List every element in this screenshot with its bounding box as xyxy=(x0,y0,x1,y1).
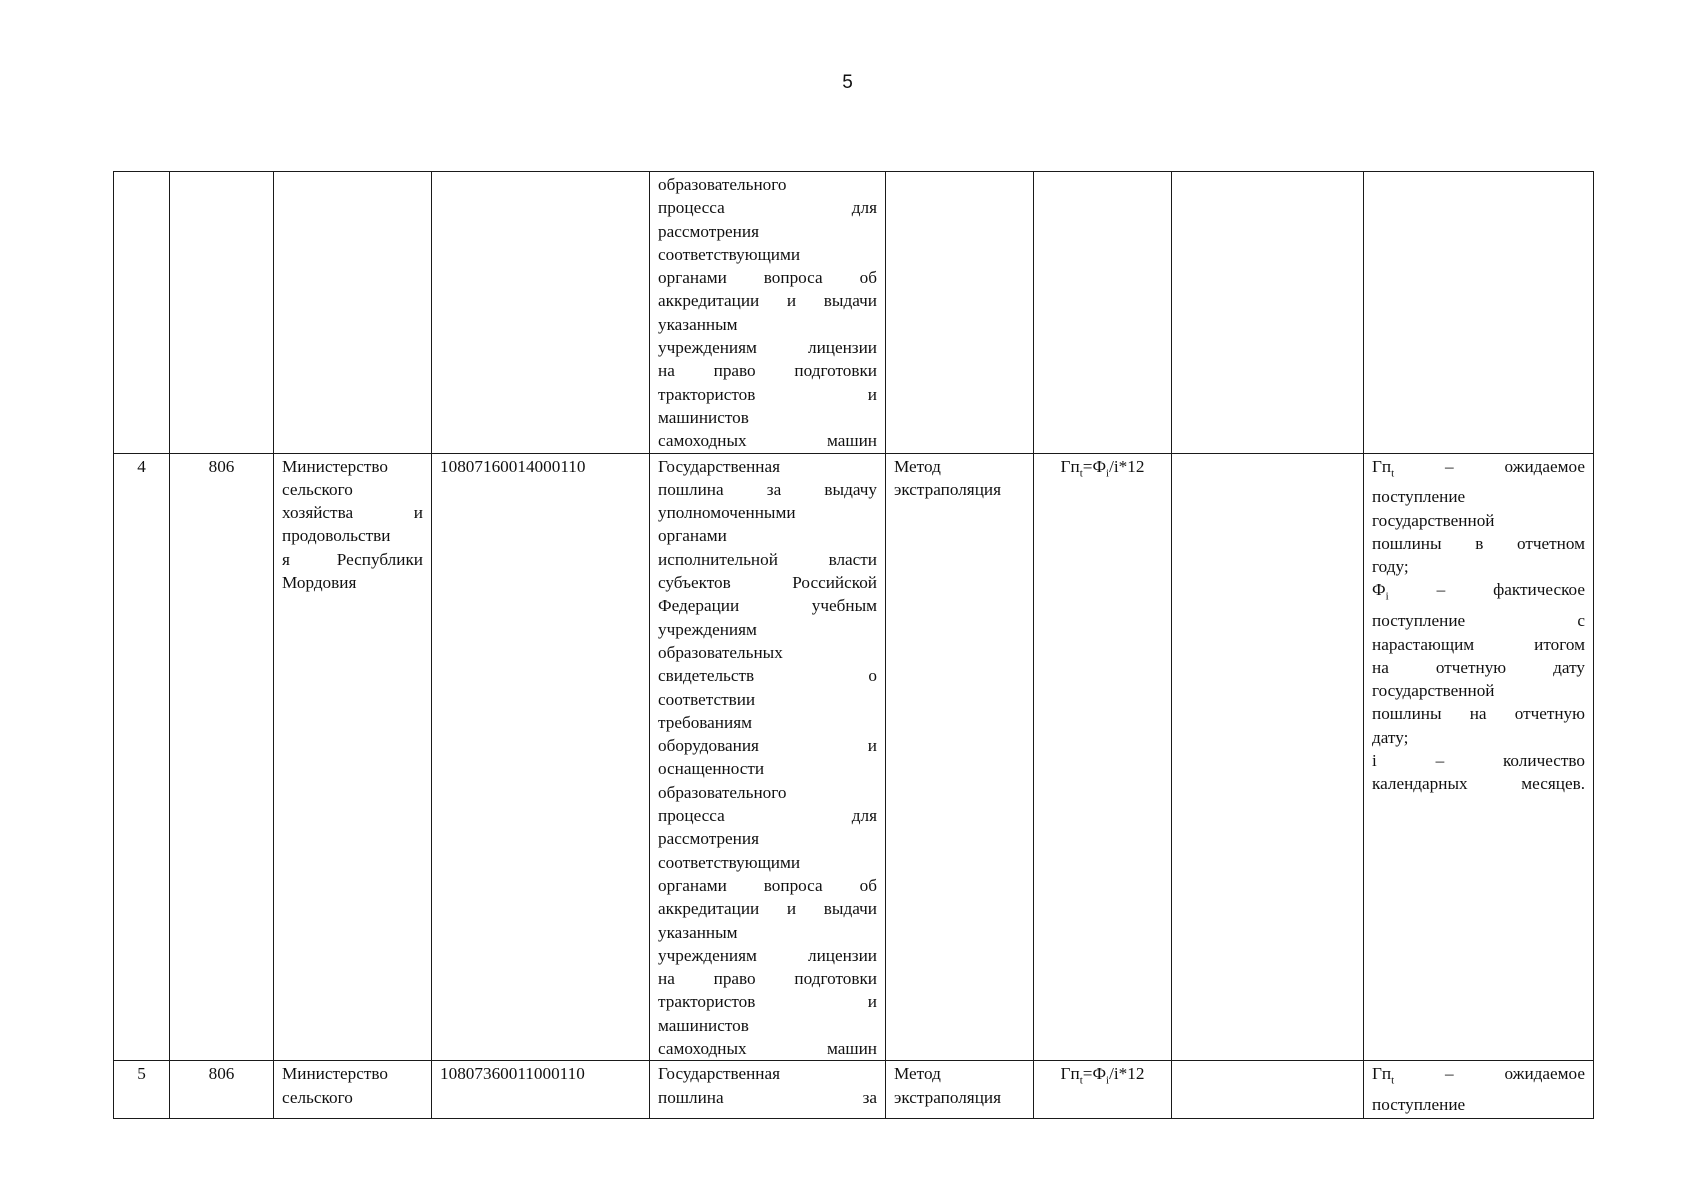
cell-revenue-name-line: пошлина за xyxy=(658,1087,877,1107)
cell-administrator-line: я Республики xyxy=(282,549,423,569)
formula-text: $Гп_t=Ф_i/i*12$ xyxy=(1060,456,1145,479)
cell-admin-code: 806 xyxy=(170,1061,274,1119)
cell-revenue-name-line: учреждениям лицензии xyxy=(658,945,877,965)
cell-revenue-name-line: учреждениям лицензии xyxy=(658,338,877,358)
cell-revenue-name-line: свидетельств о xyxy=(658,666,877,686)
table-row xyxy=(114,172,1594,454)
page-number: 5 xyxy=(842,72,853,93)
cell-revenue-name-line: трактористов и xyxy=(658,992,877,1012)
revenue-forecast-table xyxy=(113,171,1594,1119)
cell-kbk: 10807360011000110 xyxy=(432,1061,650,1119)
cell-description-line: на отчетную дату xyxy=(1372,657,1585,677)
cell-administrator-line: сельского xyxy=(282,1087,353,1107)
cell-description-line: пошлины на отчетную xyxy=(1372,704,1585,724)
cell-revenue-name-line: рассмотрения xyxy=(658,221,759,241)
cell-revenue-name-line: образовательных xyxy=(658,642,783,662)
cell-revenue-name-line: оборудования и xyxy=(658,736,877,756)
cell-description-line: дату; xyxy=(1372,727,1409,747)
cell-revenue-name-line: оснащенности xyxy=(658,759,765,779)
cell-administrator-line: Министерство xyxy=(282,456,388,476)
cell-revenue-name-line: требованиям xyxy=(658,712,752,732)
cell-formula xyxy=(1034,453,1172,1061)
cell-admin-code xyxy=(170,172,274,454)
cell-description-line: поступление xyxy=(1372,487,1466,507)
cell-description xyxy=(1364,172,1594,454)
cell-revenue-name-line: соответствующими xyxy=(658,852,801,872)
formula-text: $Гп_t=Ф_i/i*12$ xyxy=(1060,1064,1145,1087)
cell-description-line: $Гп_t$ – ожидаемое xyxy=(1372,456,1585,479)
cell-revenue-name-line: машинистов xyxy=(658,1015,749,1035)
cell-revenue-name-line: процесса для xyxy=(658,198,877,218)
cell-description-line: поступление с xyxy=(1372,611,1585,631)
cell-administrator-line: хозяйства и xyxy=(282,503,423,523)
cell-method xyxy=(886,1061,1034,1119)
cell-administrator xyxy=(274,172,432,454)
cell-revenue-name-line: процесса для xyxy=(658,806,877,826)
table-row xyxy=(114,1061,1594,1119)
cell-kbk xyxy=(432,172,650,454)
cell-revenue-name-line: органами вопроса об xyxy=(658,875,877,895)
cell-description-line: i – количество xyxy=(1372,751,1585,770)
cell-description xyxy=(1364,1061,1594,1119)
cell-revenue-name-line: указанным xyxy=(658,314,738,334)
cell-revenue-name-line: машинистов xyxy=(658,407,749,427)
cell-revenue-name-line: соответствии xyxy=(658,689,756,709)
cell-administrator-line: продовольстви xyxy=(282,526,391,546)
cell-description-line: государственной xyxy=(1372,681,1495,701)
table-row xyxy=(114,453,1594,1061)
table-body xyxy=(114,172,1594,1119)
cell-description-line: $Ф_i$ – фактическое xyxy=(1372,580,1585,603)
cell-method-line: Метод xyxy=(894,456,941,476)
cell-revenue-name-line: указанным xyxy=(658,922,738,942)
cell-algorithm xyxy=(1172,172,1364,454)
cell-description xyxy=(1364,453,1594,1061)
cell-revenue-name-line: самоходных машин xyxy=(658,431,877,451)
cell-algorithm xyxy=(1172,453,1364,1061)
cell-formula xyxy=(1034,172,1172,454)
cell-description-line: нарастающим итогом xyxy=(1372,634,1585,654)
cell-revenue-name-line: трактористов и xyxy=(658,384,877,404)
cell-revenue-name-line: Федерации учебным xyxy=(658,596,877,616)
cell-administrator-line: Мордовия xyxy=(282,573,357,593)
cell-administrator-line: Министерство xyxy=(282,1064,388,1084)
cell-description-line: пошлины в отчетном xyxy=(1372,533,1585,553)
cell-revenue-name-line: Государственная xyxy=(658,1064,781,1084)
cell-description-line: году; xyxy=(1372,557,1409,577)
cell-method-line: Метод xyxy=(894,1064,941,1084)
cell-revenue-name xyxy=(650,453,886,1061)
cell-revenue-name-line: субъектов Российской xyxy=(658,573,877,593)
cell-administrator xyxy=(274,453,432,1061)
cell-revenue-name-line: учреждениям xyxy=(658,619,757,639)
cell-revenue-name-line: рассмотрения xyxy=(658,829,759,849)
cell-revenue-name-line: органами вопроса об xyxy=(658,268,877,288)
cell-description-line: государственной xyxy=(1372,510,1495,530)
cell-revenue-name-line: аккредитации и выдачи xyxy=(658,291,877,311)
cell-number xyxy=(114,172,170,454)
cell-method-line: экстраполяция xyxy=(894,479,1001,499)
cell-revenue-name-line: на право подготовки xyxy=(658,361,877,381)
cell-administrator-line: сельского xyxy=(282,479,353,499)
cell-revenue-name xyxy=(650,172,886,454)
cell-revenue-name-line: аккредитации и выдачи xyxy=(658,899,877,919)
cell-method xyxy=(886,453,1034,1061)
cell-description-line: календарных месяцев. xyxy=(1372,774,1585,794)
cell-revenue-name-line: уполномоченными xyxy=(658,503,796,523)
cell-method-line: экстраполяция xyxy=(894,1087,1001,1107)
cell-revenue-name-line: Государственная xyxy=(658,456,781,476)
cell-revenue-name-line: самоходных машин xyxy=(658,1038,877,1058)
cell-revenue-name-line: соответствующими xyxy=(658,244,801,264)
cell-revenue-name-line: органами xyxy=(658,526,727,546)
cell-description-line: $Гп_t$ – ожидаемое xyxy=(1372,1064,1585,1087)
cell-administrator xyxy=(274,1061,432,1119)
cell-kbk: 10807160014000110 xyxy=(432,453,650,1061)
cell-revenue-name-line: исполнительной власти xyxy=(658,549,877,569)
cell-description-line: поступление xyxy=(1372,1095,1466,1115)
cell-revenue-name-line: образовательного xyxy=(658,782,787,802)
cell-number: 5 xyxy=(114,1061,170,1119)
cell-revenue-name xyxy=(650,1061,886,1119)
cell-revenue-name-line: образовательного xyxy=(658,175,787,194)
cell-formula xyxy=(1034,1061,1172,1119)
cell-method xyxy=(886,172,1034,454)
cell-admin-code: 806 xyxy=(170,453,274,1061)
cell-number: 4 xyxy=(114,453,170,1061)
cell-revenue-name-line: на право подготовки xyxy=(658,969,877,989)
cell-revenue-name-line: пошлина за выдачу xyxy=(658,479,877,499)
cell-algorithm xyxy=(1172,1061,1364,1119)
